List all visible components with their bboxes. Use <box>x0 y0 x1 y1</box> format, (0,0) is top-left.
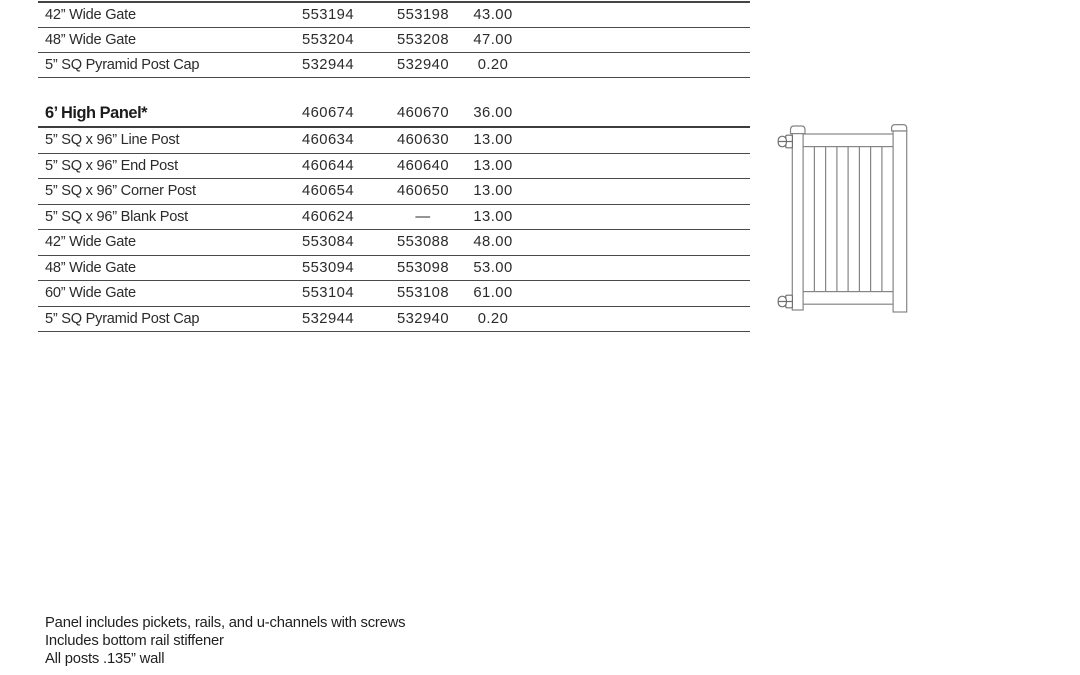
weight-cell: 48.00 <box>473 234 513 251</box>
part-number-cell: 553208 <box>396 32 450 48</box>
weight-cell: 13.00 <box>473 132 513 149</box>
part-number-cell: 460640 <box>396 157 450 174</box>
part-number-cell: 460670 <box>396 105 450 121</box>
part-number-cell: 460674 <box>301 105 355 121</box>
gate-pickets <box>803 147 893 292</box>
item-name-cell: 6’ High Panel* <box>45 103 148 122</box>
weight-cell: 43.00 <box>473 7 513 23</box>
gate-line-drawing <box>769 112 916 318</box>
footnote-line: Includes bottom rail stiffener <box>45 633 224 650</box>
part-number-cell: 553094 <box>301 259 355 276</box>
table-row-section-header <box>38 100 750 128</box>
part-number-cell: 553198 <box>396 7 450 23</box>
part-number-cell: — <box>415 208 431 225</box>
table-row <box>38 205 750 231</box>
part-number-cell: 532944 <box>301 310 355 327</box>
item-name-cell: 42” Wide Gate <box>45 234 136 251</box>
table-row <box>38 307 750 333</box>
footnote-line: All posts .135” wall <box>45 651 165 668</box>
item-name-cell: 5” SQ Pyramid Post Cap <box>45 310 200 327</box>
item-name-cell: 5” SQ x 96” End Post <box>45 157 178 174</box>
weight-cell: 0.20 <box>477 310 509 327</box>
weight-cell: 0.20 <box>477 57 509 73</box>
item-name-cell: 48” Wide Gate <box>45 32 136 48</box>
table-row <box>38 28 750 53</box>
weight-cell: 13.00 <box>473 183 513 200</box>
item-name-cell: 5” SQ x 96” Corner Post <box>45 183 196 200</box>
part-number-cell: 553084 <box>301 234 355 251</box>
part-number-cell: 460644 <box>301 157 355 174</box>
part-number-cell: 460650 <box>396 183 450 200</box>
price-table <box>38 1 750 332</box>
part-number-cell: 460654 <box>301 183 355 200</box>
weight-cell: 13.00 <box>473 208 513 225</box>
part-number-cell: 460634 <box>301 132 355 149</box>
item-name-cell: 5” SQ x 96” Blank Post <box>45 208 188 225</box>
gate-hinge-bottom-icon <box>778 295 792 308</box>
item-name-cell: 42” Wide Gate <box>45 7 136 23</box>
table-row <box>38 179 750 205</box>
part-number-cell: 553088 <box>396 234 450 251</box>
item-name-cell: 48” Wide Gate <box>45 259 136 276</box>
table-row <box>38 230 750 256</box>
footnote-line: Panel includes pickets, rails, and u-channels with screws <box>45 615 406 631</box>
weight-cell: 36.00 <box>473 105 513 121</box>
gate-latch-post <box>892 125 907 312</box>
item-name-cell: 5” SQ x 96” Line Post <box>45 132 180 149</box>
footnotes <box>45 614 405 669</box>
item-name-cell: 60” Wide Gate <box>45 285 136 302</box>
part-number-cell: 532940 <box>396 57 450 73</box>
part-number-cell: 460624 <box>301 208 355 225</box>
table-section-6ft-high-panel <box>38 100 750 332</box>
part-number-cell: 553098 <box>396 259 450 276</box>
weight-cell: 61.00 <box>473 285 513 302</box>
table-row <box>38 281 750 307</box>
table-row <box>38 3 750 28</box>
gate-top-rail <box>803 134 893 147</box>
weight-cell: 53.00 <box>473 259 513 276</box>
part-number-cell: 532940 <box>396 310 450 327</box>
part-number-cell: 532944 <box>301 57 355 73</box>
gate-bottom-rail <box>803 292 893 305</box>
table-row <box>38 256 750 282</box>
part-number-cell: 553194 <box>301 7 355 23</box>
item-name-cell: 5” SQ Pyramid Post Cap <box>45 57 200 73</box>
table-row <box>38 154 750 180</box>
weight-cell: 13.00 <box>473 157 513 174</box>
part-number-cell: 553104 <box>301 285 355 302</box>
table-row <box>38 53 750 78</box>
gate-hinge-top-icon <box>778 135 792 148</box>
part-number-cell: 553108 <box>396 285 450 302</box>
part-number-cell: 553204 <box>301 32 355 48</box>
weight-cell: 47.00 <box>473 32 513 48</box>
table-section-top <box>38 1 750 78</box>
table-row <box>38 128 750 154</box>
part-number-cell: 460630 <box>396 132 450 149</box>
